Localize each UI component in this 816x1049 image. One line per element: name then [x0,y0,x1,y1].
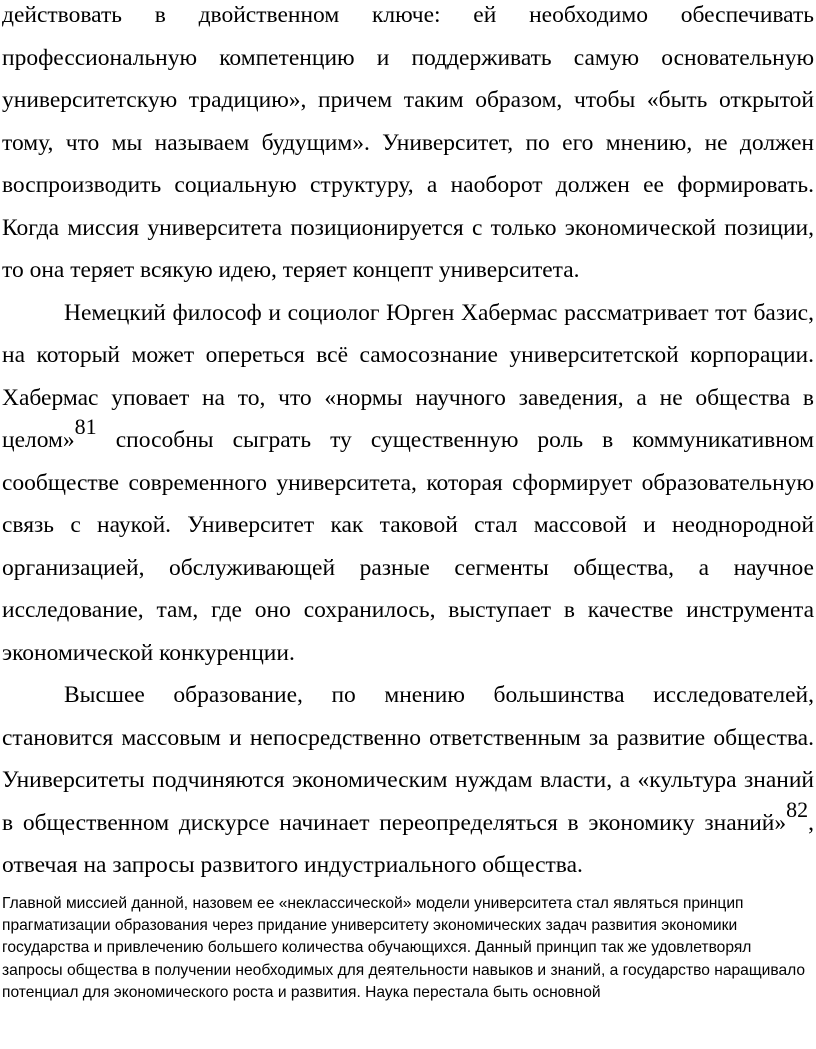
footnote-ref-81[interactable]: 81 [74,414,97,440]
paragraph-2-text-after: способны сыграть ту существенную роль в коммуникативном сообществе современного университета, которая сформирует образовательную связь с наукой. Университет как таковой стал массовой и неоднородной организацией, обслуживающей разные сегменты общества, а научное исследование, там, где оно сохранилось, выступает в качестве инструмента экономической конкуренции. [2,427,814,666]
paragraph-2-text-before: Немецкий философ и социолог Юрген Хабермас рассматривает тот базис, на который может опереться всё самосознание университетской корпорации. Хабермас уповает на то, что «нормы научного заведения, а не общества в целом» [2,299,814,453]
footnote-ref-82[interactable]: 82 [786,796,809,822]
paragraph-3 [2,674,814,887]
excerpt-text: Главной миссией данной, назовем ее «неклассической» модели университета стал являться принцип прагматизации образования через придание университету экономических задач развития экономики государства и привлечению большего количества обучающихся. Данный принцип так же удовлетворял запросы общества в получении необходимых для деятельности навыков и знаний, а государство наращивало потенциал для экономического роста и развития. Наука перестала быть основной [2,894,806,1002]
paragraph-2 [2,292,814,675]
paragraph-3-text-before: Высшее образование, по мнению большинства исследователей, становится массовым и непосредственно ответственным за развитие общества. Университеты подчиняются экономическим нуждам власти, а «культура знаний в общественном дискурсе начинает переопределяться в экономику знаний» [2,682,814,836]
paragraph-1: действовать в двойственном ключе: ей необходимо обеспечивать профессиональную компетенцию и поддерживать самую основательную университетскую традицию», причем таким образом, чтобы «быть открытой тому, что мы называем будущим». Университет, по его мнению, не должен воспроизводить социальную структуру, а наоборот должен ее формировать. Когда миссия университета позиционируется с только экономической позиции, то она теряет всякую идею, теряет концепт университета. [2,2,814,283]
paragraph-3-text-after: , отвечая на запросы развитого индустриального общества. [2,809,814,878]
